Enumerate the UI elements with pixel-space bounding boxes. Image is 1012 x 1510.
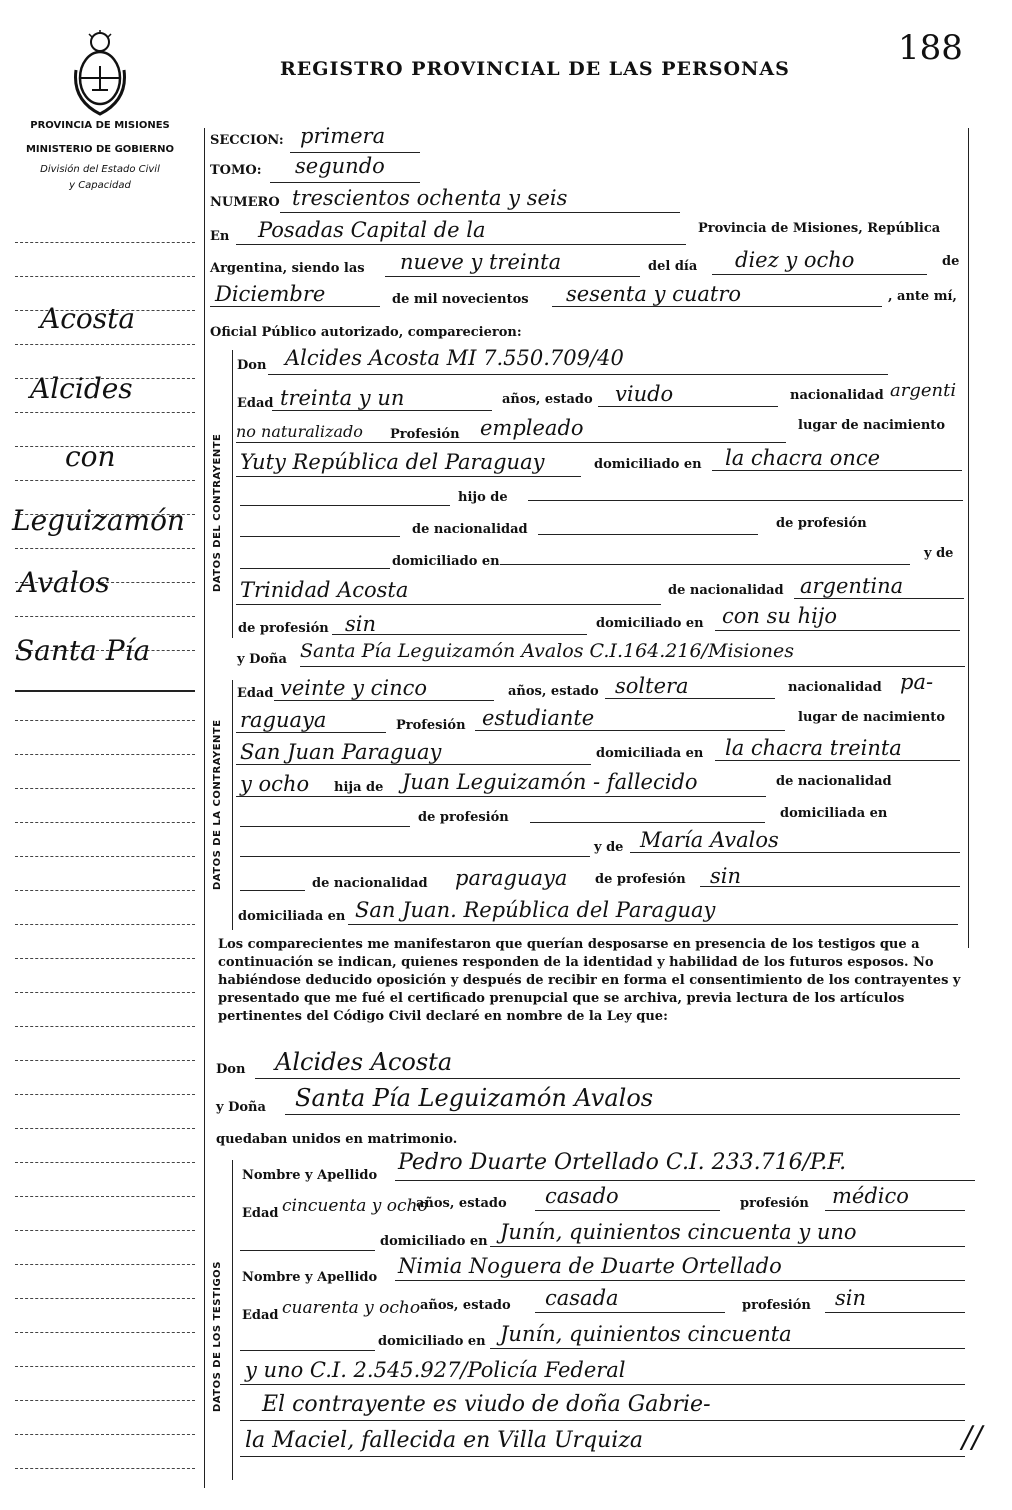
underline	[712, 470, 962, 471]
margin-rule-line	[15, 412, 195, 413]
org-line-3: División del Estado Civil	[40, 164, 160, 175]
margin-rule-line	[15, 890, 195, 891]
section-label-contrayente2: DATOS DE LA CONTRAYENTE	[212, 719, 223, 890]
underline	[530, 822, 765, 823]
margin-rule-line	[15, 1230, 195, 1231]
margin-name-5: Avalos	[18, 566, 110, 599]
underline	[300, 666, 965, 667]
label-domiciliado-t2: domiciliado en	[378, 1334, 486, 1349]
margin-solid-rule	[15, 690, 195, 692]
label-y-dona-2: y Doña	[216, 1100, 266, 1115]
contrayente2-lugar: San Juan Paraguay	[240, 740, 442, 764]
section3-line	[232, 1160, 233, 1480]
margin-rule-line	[15, 1026, 195, 1027]
label-domiciliada-en-2: domiciliada en	[780, 806, 888, 821]
label-edad-t1: Edad	[242, 1206, 279, 1221]
underline	[240, 1456, 965, 1457]
contrayente2-profesion: estudiante	[482, 706, 595, 730]
underline	[825, 1210, 965, 1211]
label-profesion-2: Profesión	[396, 718, 466, 733]
underline	[270, 182, 420, 183]
underline	[500, 564, 910, 565]
label-y-de-2: y de	[594, 840, 624, 855]
closing-slashes: //	[962, 1420, 983, 1455]
underline	[715, 760, 960, 761]
margin-rule-line	[15, 1332, 195, 1333]
section1-line	[232, 350, 233, 638]
margin-rule-line	[15, 242, 195, 243]
underline	[255, 1078, 960, 1079]
underline	[236, 796, 766, 797]
label-profesion-t2: profesión	[742, 1298, 811, 1313]
label-edad: Edad	[237, 396, 274, 411]
testigo2-estado: casada	[545, 1286, 619, 1310]
label-edad-2: Edad	[237, 686, 274, 701]
underline	[794, 598, 964, 599]
margin-name-3: con	[65, 440, 116, 473]
label-y-dona: y Doña	[237, 652, 287, 667]
testigo1-edad: cincuenta y ocho	[282, 1196, 428, 1216]
underline	[598, 406, 778, 407]
label-madre2-domiciliada: domiciliada en	[238, 909, 346, 924]
margin-rule-line	[15, 548, 195, 549]
underline	[490, 1246, 965, 1247]
margin-rule-line	[15, 480, 195, 481]
label-hijo-de: hijo de	[458, 490, 508, 505]
contrayente2-madre: María Avalos	[640, 828, 779, 852]
margin-rule-line	[15, 788, 195, 789]
contrayente2-padre: Juan Leguizamón - fallecido	[402, 770, 698, 794]
label-nacionalidad: nacionalidad	[790, 388, 884, 403]
section-label-testigos: DATOS DE LOS TESTIGOS	[212, 1261, 223, 1412]
frame-left-line	[204, 128, 205, 1488]
underline	[272, 410, 492, 411]
underline	[535, 1210, 720, 1211]
testigo2-nombre: Nimia Noguera de Duarte Ortellado	[398, 1254, 782, 1278]
numero-value: trescientos ochenta y seis	[292, 186, 568, 210]
margin-rule-line	[15, 992, 195, 993]
label-provincia: Provincia de Misiones, República	[698, 221, 941, 236]
contrayente-domicilio: la chacra once	[725, 446, 881, 470]
label-tomo: TOMO:	[210, 163, 262, 178]
margin-rule-line	[15, 276, 195, 277]
underline	[210, 306, 380, 307]
seccion-value: primera	[300, 124, 386, 148]
label-y-de: y de	[924, 546, 954, 561]
label-lugar-nacimiento-2: lugar de nacimiento	[798, 710, 945, 725]
underline	[240, 826, 410, 827]
label-domiciliada-en: domiciliada en	[596, 746, 704, 761]
contrayente2-edad: veinte y cinco	[280, 676, 428, 700]
contrayente2-madre-profesion: sin	[710, 864, 742, 888]
underline	[236, 442, 786, 443]
label-de-nacionalidad-2: de nacionalidad	[776, 774, 892, 789]
contrayente2-estado: soltera	[615, 674, 689, 698]
margin-rule-line	[15, 924, 195, 925]
label-del-dia: del día	[648, 259, 698, 274]
testigo2-domicilio-cont: y uno C.I. 2.545.927/Policía Federal	[245, 1358, 626, 1382]
underline	[236, 764, 591, 765]
contrayente2-nacionalidad: pa-	[900, 670, 934, 694]
label-nacionalidad-2: nacionalidad	[788, 680, 882, 695]
underline	[240, 568, 390, 569]
underline	[535, 1312, 725, 1313]
underline	[630, 852, 960, 853]
label-anos-estado-2: años, estado	[508, 684, 599, 699]
underline	[240, 1420, 965, 1421]
madre-domicilio: con su hijo	[722, 604, 837, 628]
label-madre-nacionalidad: de nacionalidad	[668, 583, 784, 598]
esposo-nombre: Alcides Acosta	[275, 1048, 453, 1076]
underline	[290, 152, 420, 153]
madre-profesion: sin	[345, 612, 377, 636]
madre-nombre: Trinidad Acosta	[240, 578, 409, 602]
underline	[240, 856, 590, 857]
underline	[236, 604, 661, 605]
lugar-value: Posadas Capital de la	[258, 218, 486, 242]
margin-rule-line	[15, 822, 195, 823]
page-title: REGISTRO PROVINCIAL DE LAS PERSONAS	[280, 58, 790, 80]
nota-line-1: El contrayente es viudo de doña Gabrie-	[262, 1392, 711, 1417]
underline	[240, 505, 450, 506]
underline	[490, 1348, 965, 1349]
declaration-text: Los comparecientes me manifestaron que querían desposarse en presencia de los testigos que a continuación se indican, quienes responden de la identidad y habilidad de los futuros esposos. No habiéndose deducido oposición y después de recibir en forma el consentimiento de los contrayentes y presentado que me fué el certificado prenupcial que se archiva, previa lectura de los artículos pertinentes del Código Civil declaré en nombre de la Ley que:	[218, 937, 961, 1024]
org-line-4: y Capacidad	[69, 180, 131, 191]
tomo-value: segundo	[295, 154, 385, 178]
testigo1-domicilio: Junín, quinientos cincuenta y uno	[500, 1220, 857, 1244]
margin-rule-line	[15, 1434, 195, 1435]
label-madre-domiciliado: domiciliado en	[596, 616, 704, 631]
frame-right-line	[968, 128, 969, 948]
anio-value: sesenta y cuatro	[566, 282, 742, 306]
label-anos-estado-t2: años, estado	[420, 1298, 511, 1313]
label-de-mil: de mil novecientos	[392, 292, 529, 307]
underline	[280, 212, 680, 213]
underline	[236, 244, 686, 245]
underline	[332, 634, 587, 635]
testigo2-edad: cuarenta y ocho	[282, 1298, 421, 1318]
margin-rule-line	[15, 958, 195, 959]
label-domiciliado-en: domiciliado en	[594, 457, 702, 472]
label-nombre-apellido-2: Nombre y Apellido	[242, 1270, 378, 1285]
label-profesion-t1: profesión	[740, 1196, 809, 1211]
dia-value: diez y ocho	[735, 248, 855, 272]
label-anos-estado: años, estado	[502, 392, 593, 407]
underline	[285, 1114, 960, 1115]
label-domiciliado-en-2: domiciliado en	[392, 554, 500, 569]
contrayente2-nacionalidad-cont: raguaya	[240, 708, 327, 732]
margin-rule-line	[15, 1060, 195, 1061]
label-en: En	[210, 229, 230, 244]
underline	[240, 890, 305, 891]
contrayente-nombre: Alcides Acosta MI 7.550.709/40	[285, 346, 624, 370]
margin-rule-line	[15, 1162, 195, 1163]
margin-name-4: Leguizamón	[12, 504, 185, 537]
org-line-2: MINISTERIO DE GOBIERNO	[25, 144, 175, 155]
contrayente2-madre-domicilio: San Juan. República del Paraguay	[355, 898, 716, 922]
label-quedaban: quedaban unidos en matrimonio.	[216, 1132, 458, 1147]
hora-value: nueve y treinta	[400, 250, 562, 274]
margin-rule-line	[15, 616, 195, 617]
coat-of-arms-icon	[70, 30, 130, 120]
underline	[715, 630, 960, 631]
underline	[236, 476, 581, 477]
contrayente-profesion: empleado	[480, 416, 584, 440]
margin-name-1: Acosta	[40, 302, 136, 335]
underline	[240, 1384, 965, 1385]
underline	[712, 274, 927, 275]
madre-nacionalidad: argentina	[800, 574, 904, 598]
label-de-profesion: de profesión	[776, 516, 867, 531]
contrayente-nacionalidad: argenti	[890, 380, 957, 401]
label-ante-mi: , ante mí,	[888, 289, 957, 304]
underline	[395, 1280, 965, 1281]
underline	[825, 1312, 965, 1313]
underline	[528, 500, 963, 501]
org-line-1: PROVINCIA DE MISIONES	[30, 120, 170, 131]
testigo1-estado: casado	[545, 1184, 619, 1208]
testigo1-profesion: médico	[832, 1184, 909, 1208]
label-de: de	[942, 254, 960, 269]
testigo1-nombre: Pedro Duarte Ortellado C.I. 233.716/P.F.	[398, 1150, 847, 1175]
mes-value: Diciembre	[215, 282, 326, 306]
underline	[700, 886, 960, 887]
label-oficial: Oficial Público autorizado, comparecieron:	[210, 325, 522, 340]
contrayente2-domicilio-cont: y ocho	[240, 772, 310, 796]
contrayente2-madre-nacionalidad: paraguaya	[455, 866, 568, 890]
margin-name-6: Santa Pía	[15, 634, 151, 667]
margin-rule-line	[15, 1128, 195, 1129]
label-madre-profesion: de profesión	[238, 621, 329, 636]
esposa-nombre: Santa Pía Leguizamón Avalos	[295, 1084, 654, 1112]
margin-rule-line	[15, 1366, 195, 1367]
underline	[268, 374, 888, 375]
underline	[538, 534, 758, 535]
margin-rule-line	[15, 1400, 195, 1401]
label-de-nacionalidad: de nacionalidad	[412, 522, 528, 537]
label-don-2: Don	[216, 1062, 246, 1077]
underline	[240, 536, 400, 537]
margin-rule-line	[15, 344, 195, 345]
margin-rule-line	[15, 754, 195, 755]
label-hija-de: hija de	[334, 780, 384, 795]
underline	[348, 924, 958, 925]
underline	[240, 1350, 375, 1351]
testigo2-domicilio: Junín, quinientos cincuenta	[500, 1322, 792, 1346]
section-label-contrayente: DATOS DEL CONTRAYENTE	[212, 433, 223, 592]
underline	[552, 306, 882, 307]
contrayente2-nombre: Santa Pía Leguizamón Avalos C.I.164.216/Misiones	[300, 640, 794, 662]
label-anos-estado-t1: años, estado	[416, 1196, 507, 1211]
section2-line	[232, 680, 233, 930]
margin-rule-line	[15, 1094, 195, 1095]
underline	[395, 1180, 975, 1181]
label-don: Don	[237, 358, 267, 373]
label-de-profesion-2: de profesión	[418, 810, 509, 825]
contrayente-estado: viudo	[615, 382, 674, 406]
testigo2-profesion: sin	[835, 1286, 867, 1310]
label-profesion: Profesión	[390, 427, 460, 442]
label-edad-t2: Edad	[242, 1308, 279, 1323]
contrayente2-domicilio: la chacra treinta	[725, 736, 902, 760]
page-number: 188	[898, 28, 963, 68]
underline	[385, 276, 640, 277]
underline	[240, 1250, 375, 1251]
margin-rule-line	[15, 1264, 195, 1265]
label-nombre-apellido-1: Nombre y Apellido	[242, 1168, 378, 1183]
label-argentina: Argentina, siendo las	[210, 261, 365, 276]
label-madre2-nacionalidad: de nacionalidad	[312, 876, 428, 891]
margin-rule-line	[15, 720, 195, 721]
underline	[475, 730, 785, 731]
label-numero: NUMERO	[210, 195, 280, 210]
contrayente-lugar: Yuty República del Paraguay	[240, 450, 545, 474]
margin-name-2: Alcides	[30, 372, 133, 405]
margin-rule-line	[15, 1298, 195, 1299]
underline	[236, 732, 386, 733]
margin-rule-line	[15, 856, 195, 857]
label-seccion: SECCION:	[210, 133, 284, 148]
margin-rule-line	[15, 1196, 195, 1197]
underline	[605, 698, 775, 699]
contrayente-edad: treinta y un	[280, 386, 405, 410]
nota-line-2: la Maciel, fallecida en Villa Urquiza	[245, 1428, 644, 1453]
label-domiciliado-t1: domiciliado en	[380, 1234, 488, 1249]
underline	[274, 700, 494, 701]
margin-rule-line	[15, 1468, 195, 1469]
label-madre2-profesion: de profesión	[595, 872, 686, 887]
contrayente-nacionalidad-cont: no naturalizado	[236, 422, 363, 441]
label-lugar-nacimiento: lugar de nacimiento	[798, 418, 945, 433]
